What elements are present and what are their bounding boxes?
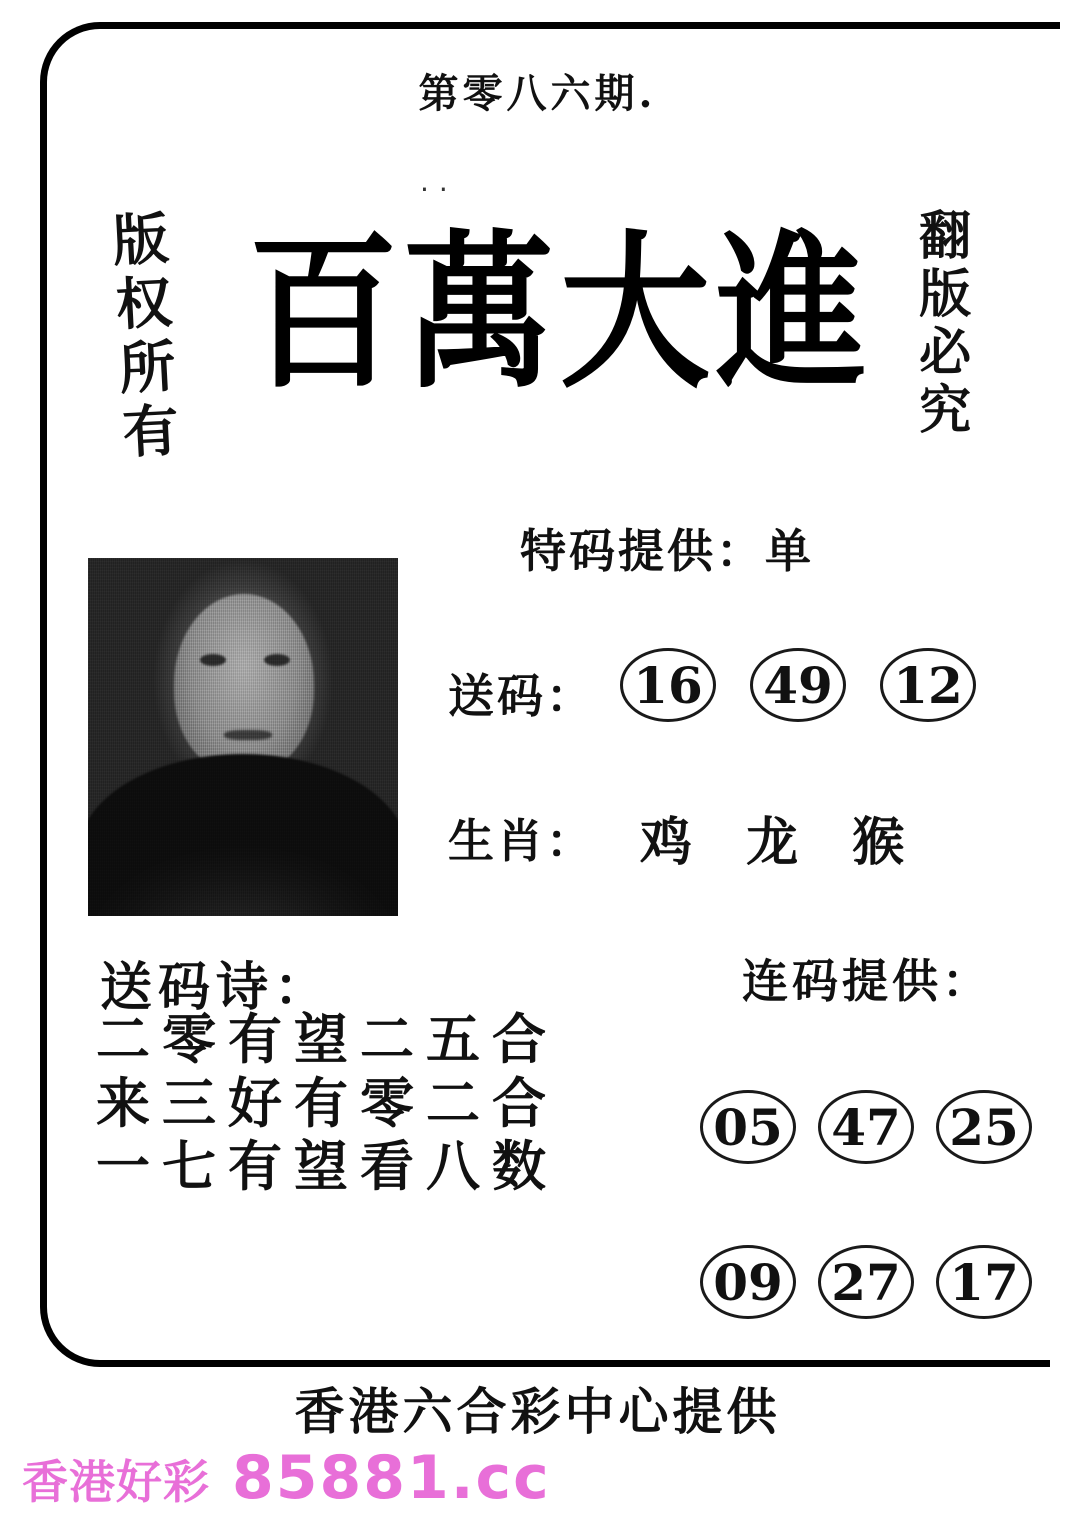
poem-line: 一七有望看八数 [96, 1134, 558, 1199]
send-code-balls [620, 648, 976, 722]
portrait-photo [88, 558, 398, 916]
send-code-ball: 49 [750, 648, 846, 722]
page-title: 百萬大進 [247, 214, 872, 412]
watermark-brand: 香港好彩 [22, 1455, 210, 1509]
send-code-label: 送码： [448, 669, 595, 723]
poem-line: 来三好有零二合 [96, 1070, 558, 1135]
lianma-ball: 09 [700, 1245, 796, 1319]
poem-body [96, 1008, 558, 1199]
lianma-ball: 25 [936, 1090, 1032, 1164]
copyright-left-vertical: 版权所有 [102, 208, 182, 468]
lianma-ball: 17 [936, 1245, 1032, 1319]
footer-text: 香港六合彩中心提供 [294, 1382, 781, 1441]
copyright-right-vertical: 翻版必究 [909, 208, 971, 440]
border-frame-top-segment [600, 22, 1060, 29]
lianma-ball: 27 [818, 1245, 914, 1319]
decorative-dots: .. [420, 165, 458, 198]
zodiac-label: 生肖： [448, 814, 595, 868]
lianma-ball: 47 [818, 1090, 914, 1164]
lianma-balls-row-1 [700, 1090, 1032, 1164]
issue-number: 第零八六期. [418, 70, 657, 117]
watermark-site: 85881.cc [232, 1443, 551, 1513]
portrait-grain-overlay [88, 558, 398, 916]
special-code-line: 特码提供：单 [520, 524, 814, 578]
lianma-balls-row-2 [700, 1245, 1032, 1319]
poem-line: 二零有望二五合 [96, 1007, 558, 1071]
send-code-ball: 16 [620, 648, 716, 722]
watermark [22, 1443, 551, 1513]
lianma-ball: 05 [700, 1090, 796, 1164]
send-code-ball: 12 [880, 648, 976, 722]
poem-title: 送码诗： [100, 957, 333, 1018]
lianma-title: 连码提供： [742, 954, 992, 1008]
zodiac-values: 鸡 龙 猴 [640, 812, 923, 873]
